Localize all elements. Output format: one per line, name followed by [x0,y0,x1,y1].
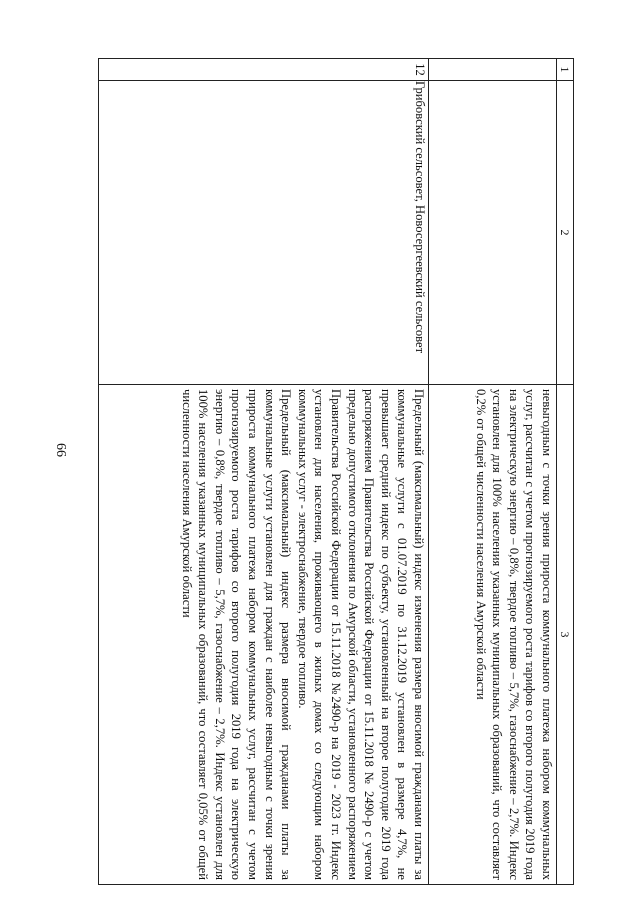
header-col-2: 2 [557,81,574,385]
description-cell [429,385,557,885]
municipality-name: Грибовский сельсовет, Новосергеевский сельсовет [99,81,429,385]
header-col-3: 3 [557,385,574,885]
description-paragraph: Предельный (максимальный) индекс размера вносимой гражданами платы за коммунальные услуги установлен для граждан с наиболее невыгодным с точки зрения прироста коммунального платежа набором коммунальных услуг, рассчитан с учетом прогнозируемого роста тарифов со второго полугодия 2019 года на электрическую энергию – 0,8%, твердое топливо – 5,7%, газоснабжение – 2,7%. Индекс установлен для 100% населения указанных муниципальных образований, что составляет 0,05% от общей численности населения Амурской области [179,389,294,880]
rotated-table-frame [98,58,574,884]
page-number: 66 [53,443,68,457]
description-cell [99,385,429,885]
table-row [99,59,429,885]
table-row [429,59,557,885]
description-paragraph: Предельный (максимальный) индекс изменения размера вносимой гражданами платы за коммунальные услуги с 01.07.2019 по 31.12.2019 установлен в размере 4,7%, не превышает средний индекс по субъекту, установленный на второе полугодие 2019 года распоряжением Правительства Российской Федерации от 15.11.2018 № 2490-р с учетом предельно допустимого отклонения по Амурской области, установленного распоряжением Правительства Российской Федерации от 15.11.2018 №2490-р на 2019 - 2023 гг. Индекс установлен для населения, проживающего в жилых домах со следующим набором коммунальных услуг - электроснабжение, твердое топливо. [295,389,426,880]
municipality-name [429,81,557,385]
index-table [98,58,574,885]
header-col-1: 1 [557,59,574,81]
row-number: 12 [99,59,429,81]
description-paragraph: невыгодным с точки зрения прироста коммунального платежа набором коммунальных услуг, рассчитан с учетом прогнозируемого роста тарифов со второго полугодия 2019 года на электрическую энергию – 0,8%, твердое топливо – 5,7%, газоснабжение – 2,7%. Индекс установлен для 100% населения указанных муниципальных образований, что составляет 0,2% от общей численности населения Амурской области [473,389,554,880]
table-header-row [557,59,574,885]
row-number [429,59,557,81]
